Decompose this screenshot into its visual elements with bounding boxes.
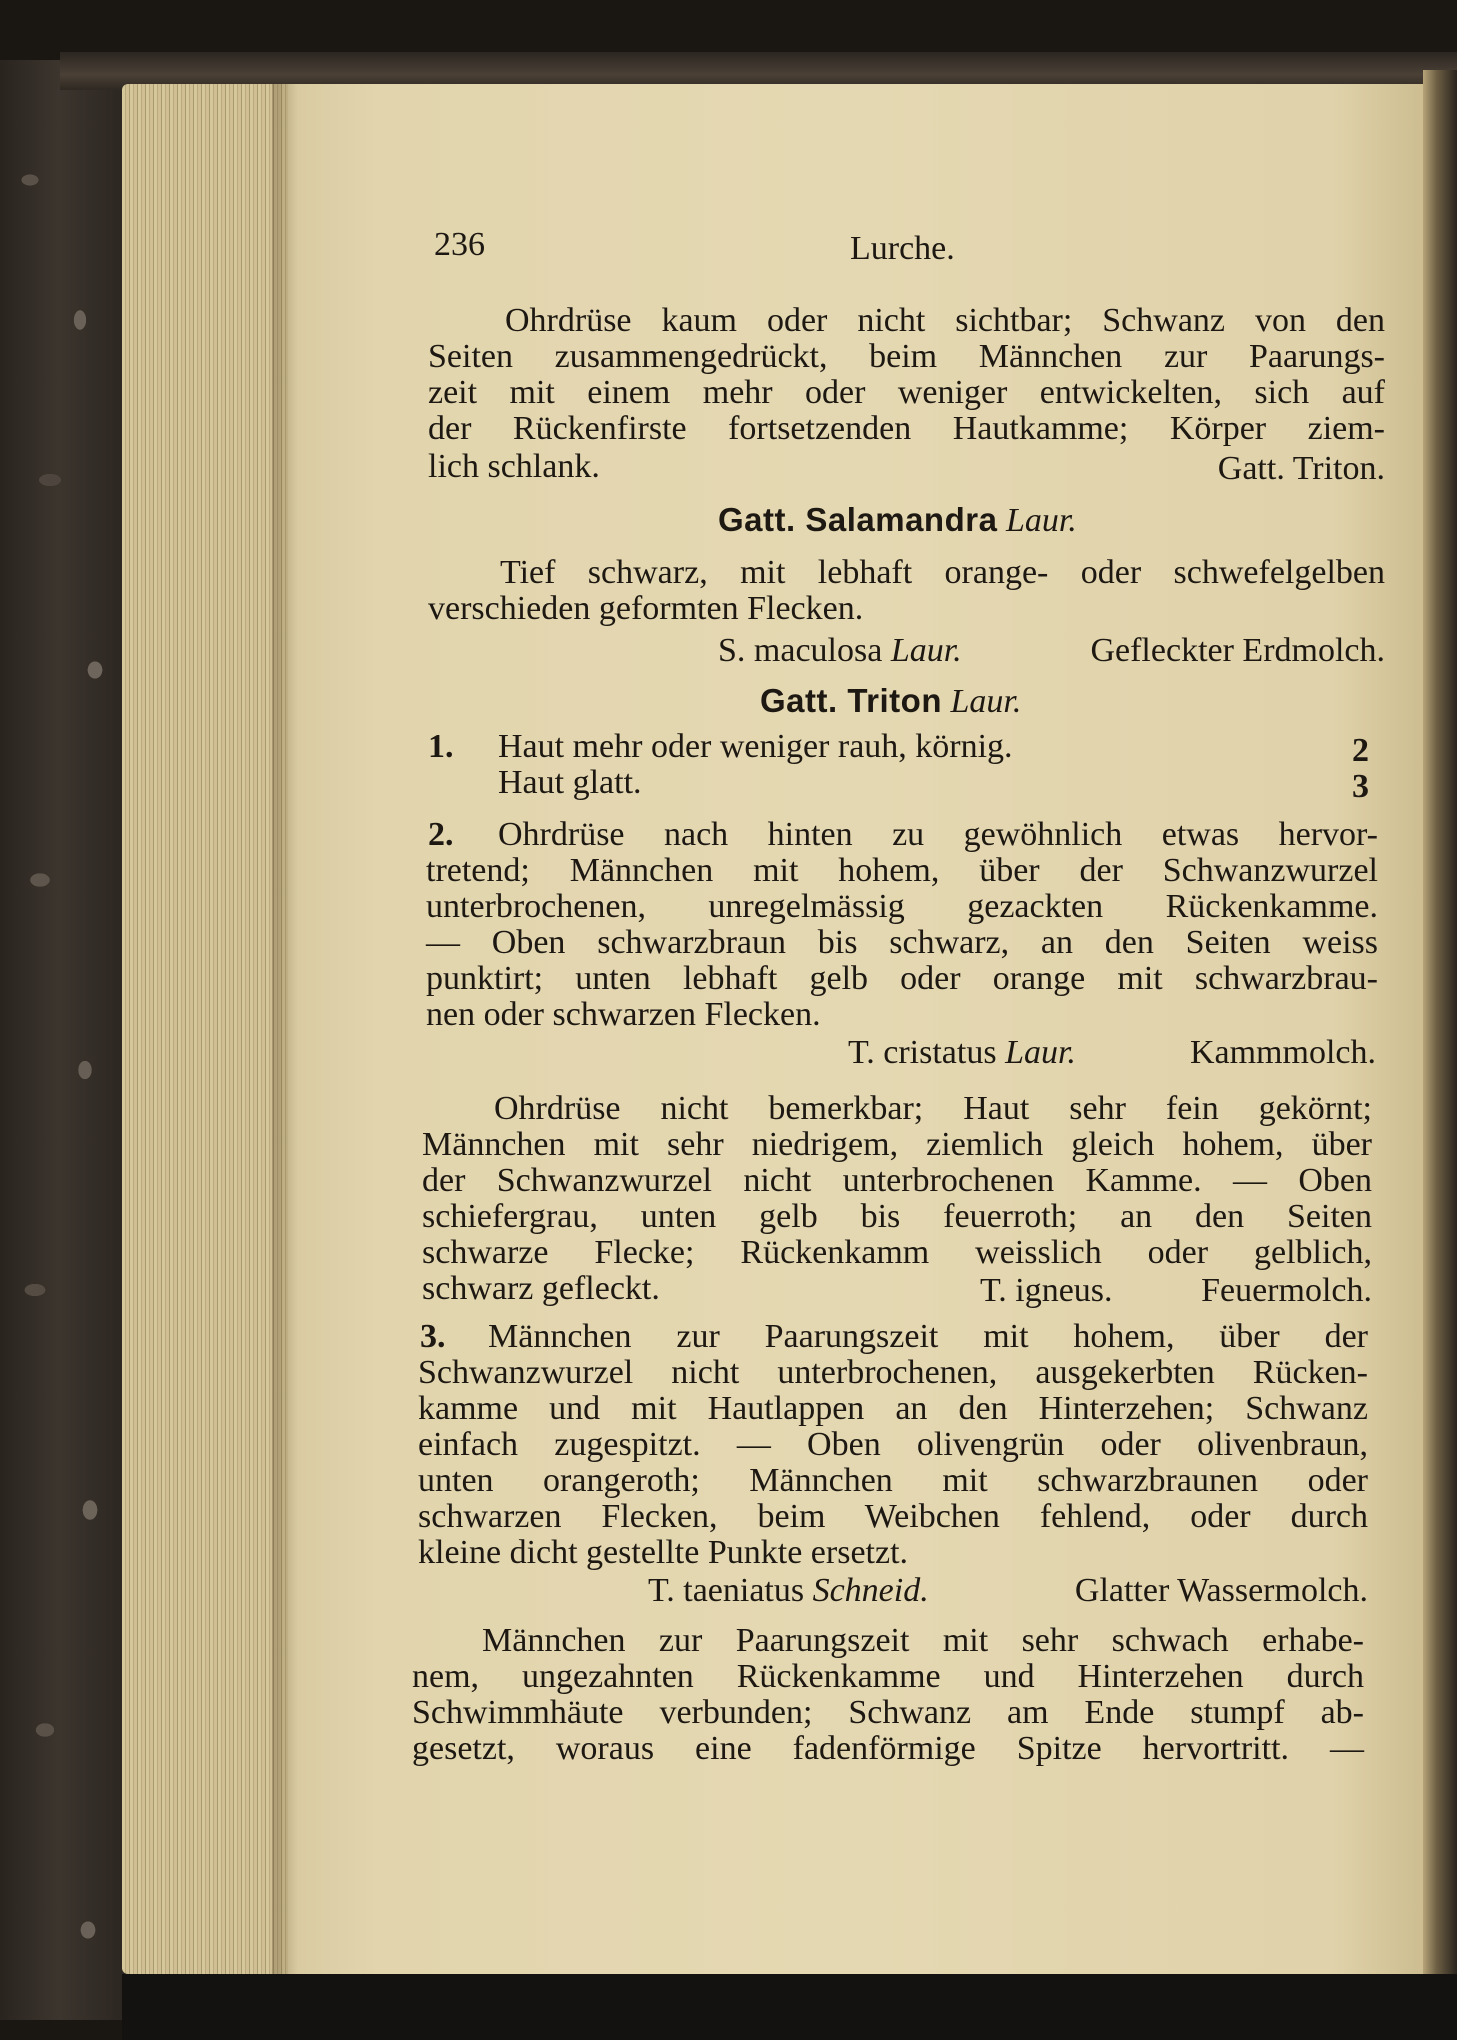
key-2-line-1: Ohrdrüse nach hinten zu gewöhnlich etwas hervor-	[498, 816, 1378, 853]
key-3-line-5: unten orangeroth; Männchen mit schwarzbraunen oder	[418, 1462, 1368, 1499]
key-3-number: 3.	[420, 1318, 446, 1355]
intro-line-2: Seiten zusammengedrückt, beim Männchen zur Paarungs-	[428, 338, 1385, 375]
triton-heading	[760, 684, 1021, 719]
cristatus-author: Laur.	[1005, 1034, 1076, 1071]
salamandra-species: S. maculosa	[718, 632, 883, 669]
cristatus-species: T. cristatus	[848, 1034, 997, 1071]
igneus-line-1: Ohrdrüse nicht bemerkbar; Haut sehr fein gekörnt;	[494, 1090, 1372, 1127]
salamandra-heading-text: Gatt. Salamandra	[718, 501, 998, 538]
page-edge-stack	[122, 84, 290, 1974]
igneus-common-name: Feuermolch.	[1201, 1272, 1372, 1309]
key-1-number: 1.	[428, 728, 454, 765]
key-3-line-3: kamme und mit Hautlappen an den Hinterzehen; Schwanz	[418, 1390, 1368, 1427]
bottom-background	[122, 1974, 1457, 2040]
intro-genus-ref: Gatt. Triton.	[1217, 450, 1385, 487]
salamandra-common-name: Gefleckter Erdmolch.	[1090, 632, 1385, 669]
marbled-cover-board	[0, 60, 130, 2020]
igneus-line-2: Männchen mit sehr niedrigem, ziemlich gleich hohem, über	[422, 1126, 1372, 1163]
last-line-4: gesetzt, woraus eine fadenförmige Spitze hervortritt. —	[412, 1730, 1364, 1767]
key-2-line-2: tretend; Männchen mit hohem, über der Schwanzwurzel	[426, 852, 1378, 889]
igneus-line-6: schwarz gefleckt.	[422, 1270, 660, 1307]
salamandra-line-1: Tief schwarz, mit lebhaft orange- oder schwefelgelben	[500, 554, 1385, 591]
running-head: Lurche.	[850, 230, 955, 267]
salamandra-heading-author: Laur.	[1005, 502, 1077, 539]
igneus-line-3: der Schwanzwurzel nicht unterbrochenen Kamme. — Oben	[422, 1162, 1372, 1199]
igneus-line-5: schwarze Flecke; Rückenkamm weisslich oder gelblich,	[422, 1234, 1372, 1271]
gutter-shadow	[272, 84, 298, 1974]
igneus-line-4: schiefergrau, unten gelb bis feuerroth; an den Seiten	[422, 1198, 1372, 1235]
salamandra-heading	[718, 503, 1077, 538]
last-line-3: Schwimmhäute verbunden; Schwanz am Ende stumpf ab-	[412, 1694, 1364, 1731]
key-1b-ref: 3	[1352, 768, 1369, 805]
key-1a-ref: 2	[1352, 732, 1369, 769]
cristatus-species-name	[848, 1036, 1076, 1070]
intro-line-1: Ohrdrüse kaum oder nicht sichtbar; Schwanz von den	[505, 302, 1385, 339]
key-3-line-2: Schwanzwurzel nicht unterbrochenen, ausgekerbten Rücken-	[418, 1354, 1368, 1391]
taeniatus-species: T. taeniatus	[648, 1572, 805, 1609]
key-1a-text: Haut mehr oder weniger rauh, körnig.	[498, 728, 1013, 765]
key-2-line-4: — Oben schwarzbraun bis schwarz, an den Seiten weiss	[426, 924, 1378, 961]
last-line-2: nem, ungezahnten Rückenkamme und Hinterzehen durch	[412, 1658, 1364, 1695]
key-3-line-6: schwarzen Flecken, beim Weibchen fehlend, oder durch	[418, 1498, 1368, 1535]
triton-heading-author: Laur.	[950, 683, 1022, 720]
key-1b-text: Haut glatt.	[498, 764, 642, 801]
salamandra-species-name	[718, 634, 962, 668]
taeniatus-species-name	[648, 1574, 929, 1608]
intro-line-5: lich schlank.	[428, 448, 600, 485]
cristatus-common-name: Kammmolch.	[1189, 1034, 1376, 1071]
key-2-line-5: punktirt; unten lebhaft gelb oder orange mit schwarzbrau-	[426, 960, 1378, 997]
key-3-line-4: einfach zugespitzt. — Oben olivengrün oder olivenbraun,	[418, 1426, 1368, 1463]
key-2-line-3: unterbrochenen, unregelmässig gezackten Rückenkamme.	[426, 888, 1378, 925]
key-3-line-1: Männchen zur Paarungszeit mit hohem, über der	[488, 1318, 1368, 1355]
salamandra-line-2: verschieden geformten Flecken.	[428, 590, 864, 627]
intro-line-3: zeit mit einem mehr oder weniger entwickelten, sich auf	[428, 374, 1385, 411]
key-2-number: 2.	[428, 816, 454, 853]
page-number: 236	[434, 226, 485, 263]
key-3-line-7: kleine dicht gestellte Punkte ersetzt.	[418, 1534, 909, 1571]
salamandra-species-author: Laur.	[890, 632, 962, 669]
taeniatus-common-name: Glatter Wassermolch.	[1074, 1572, 1368, 1609]
last-line-1: Männchen zur Paarungszeit mit sehr schwach erhabe-	[482, 1622, 1364, 1659]
igneus-species: T. igneus.	[980, 1272, 1113, 1309]
triton-heading-text: Gatt. Triton	[760, 682, 942, 719]
right-page-edge	[1423, 70, 1457, 2010]
taeniatus-author: Schneid.	[812, 1572, 929, 1609]
intro-line-4: der Rückenfirste fortsetzenden Hautkamme; Körper ziem-	[428, 410, 1385, 447]
key-2-line-6: nen oder schwarzen Flecken.	[426, 996, 821, 1033]
